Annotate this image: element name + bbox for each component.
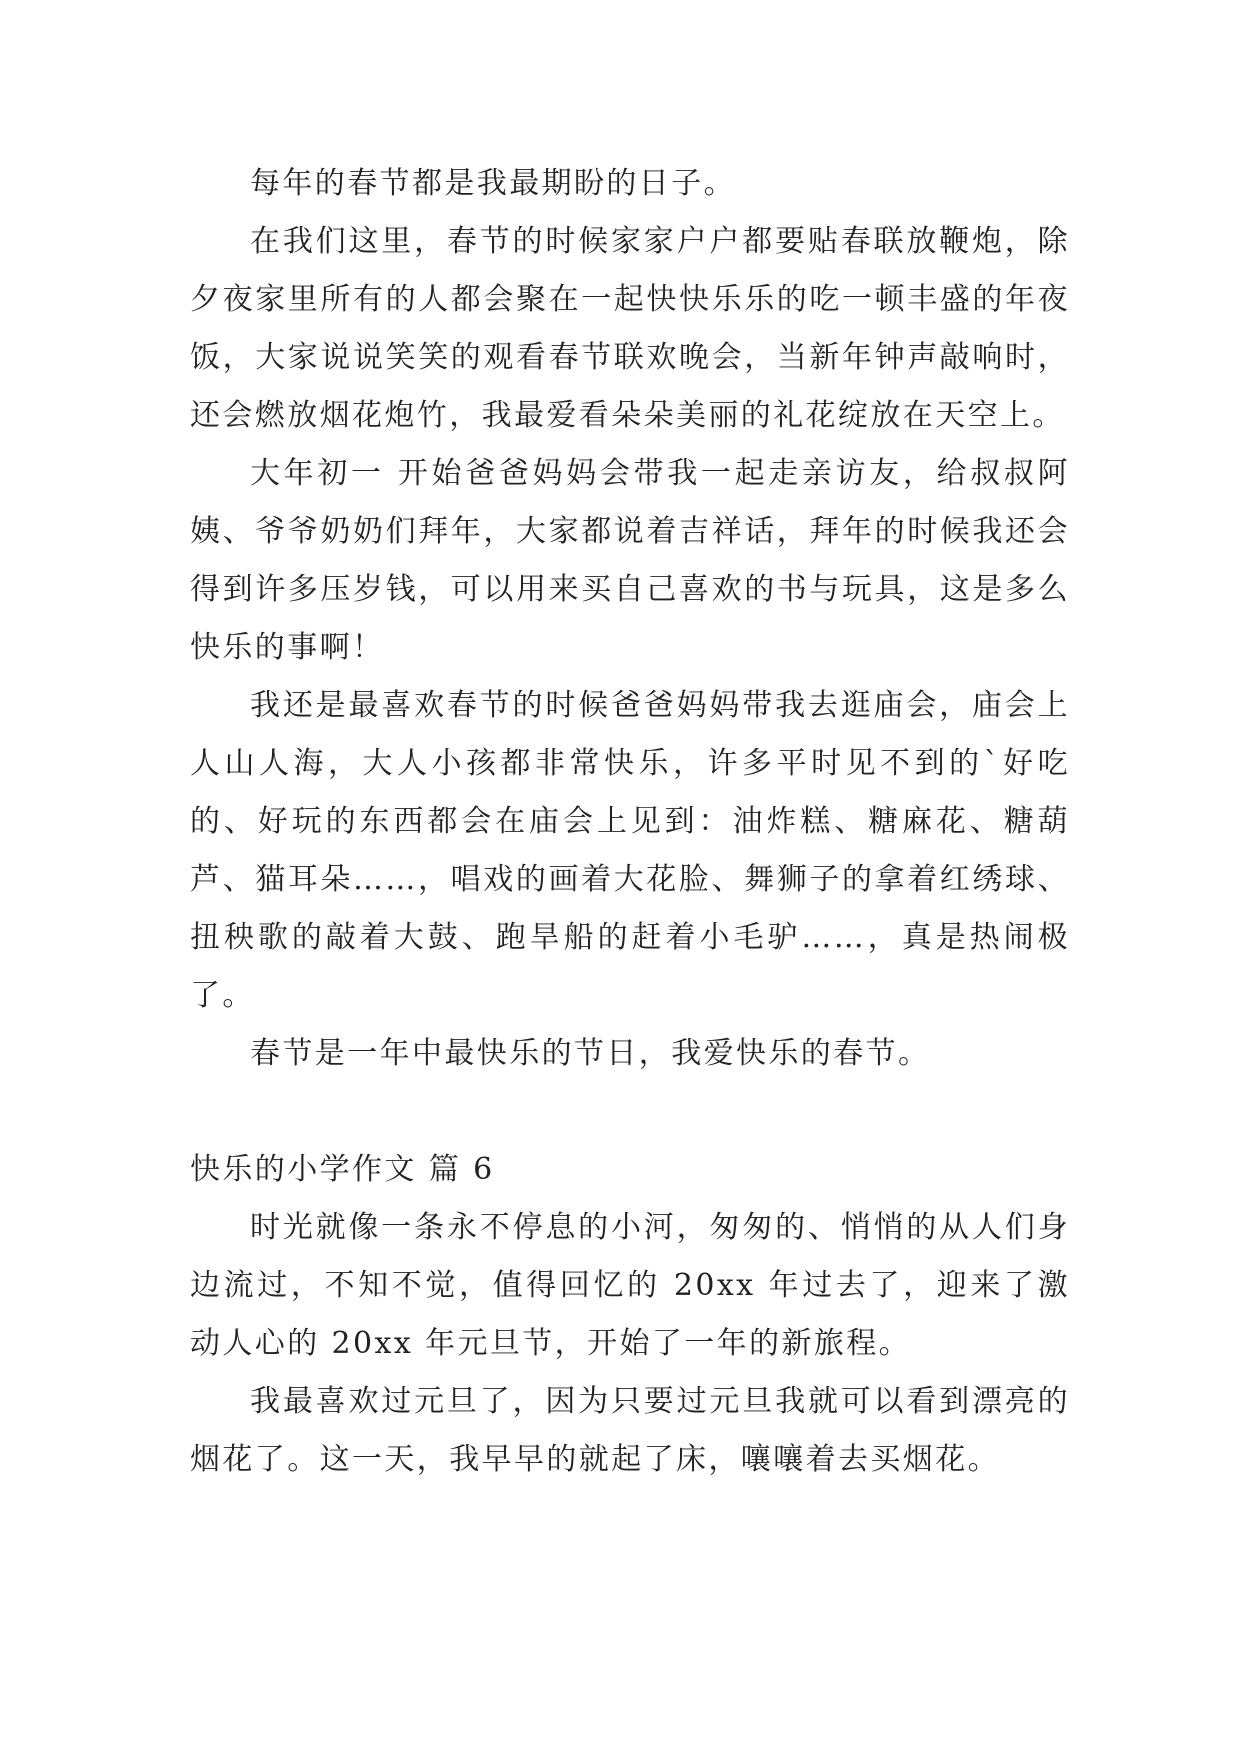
paragraph: 时光就像一条永不停息的小河，匆匆的、悄悄的从人们身边流过，不知不觉，值得回忆的 20xx 年过去了，迎来了激动人心的 20xx 年元旦节，开始了一年的新旅程。: [190, 1210, 1070, 1361]
paragraph: 大年初一 开始爸爸妈妈会带我一起走亲访友，给叔叔阿姨、爷爷奶奶们拜年，大家都说着吉祥话，拜年的时候我还会得到许多压岁钱，可以用来买自己喜欢的书与玩具，这是多么快乐的事啊！: [190, 456, 1070, 665]
essay-heading: 快乐的小学作文 篇 6: [190, 1152, 495, 1187]
paragraph: 在我们这里，春节的时候家家户户都要贴春联放鞭炮，除夕夜家里所有的人都会聚在一起快快乐乐的吃一顿丰盛的年夜饭，大家说说笑笑的观看春节联欢晚会，当新年钟声敲响时，还会燃放烟花炮竹，我最爱看朵朵美丽的礼花绽放在天空上。: [190, 224, 1070, 433]
paragraph: 我最喜欢过元旦了，因为只要过元旦我就可以看到漂亮的烟花了。这一天，我早早的就起了床，嚷嚷着去买烟花。: [190, 1384, 1070, 1477]
paragraph: 每年的春节都是我最期盼的日子。: [250, 166, 736, 201]
document-body: [190, 155, 1070, 1489]
paragraph: 我还是最喜欢春节的时候爸爸妈妈带我去逛庙会，庙会上人山人海，大人小孩都非常快乐，许多平时见不到的`好吃的、好玩的东西都会在庙会上见到：油炸糕、糖麻花、糖葫芦、猫耳朵……，唱戏的画着大花脸、舞狮子的拿着红绣球、扭秧歌的敲着大鼓、跑旱船的赶着小毛驴……，真是热闹极了。: [190, 688, 1070, 1013]
paragraph: 春节是一年中最快乐的节日，我爱快乐的春节。: [250, 1036, 931, 1071]
